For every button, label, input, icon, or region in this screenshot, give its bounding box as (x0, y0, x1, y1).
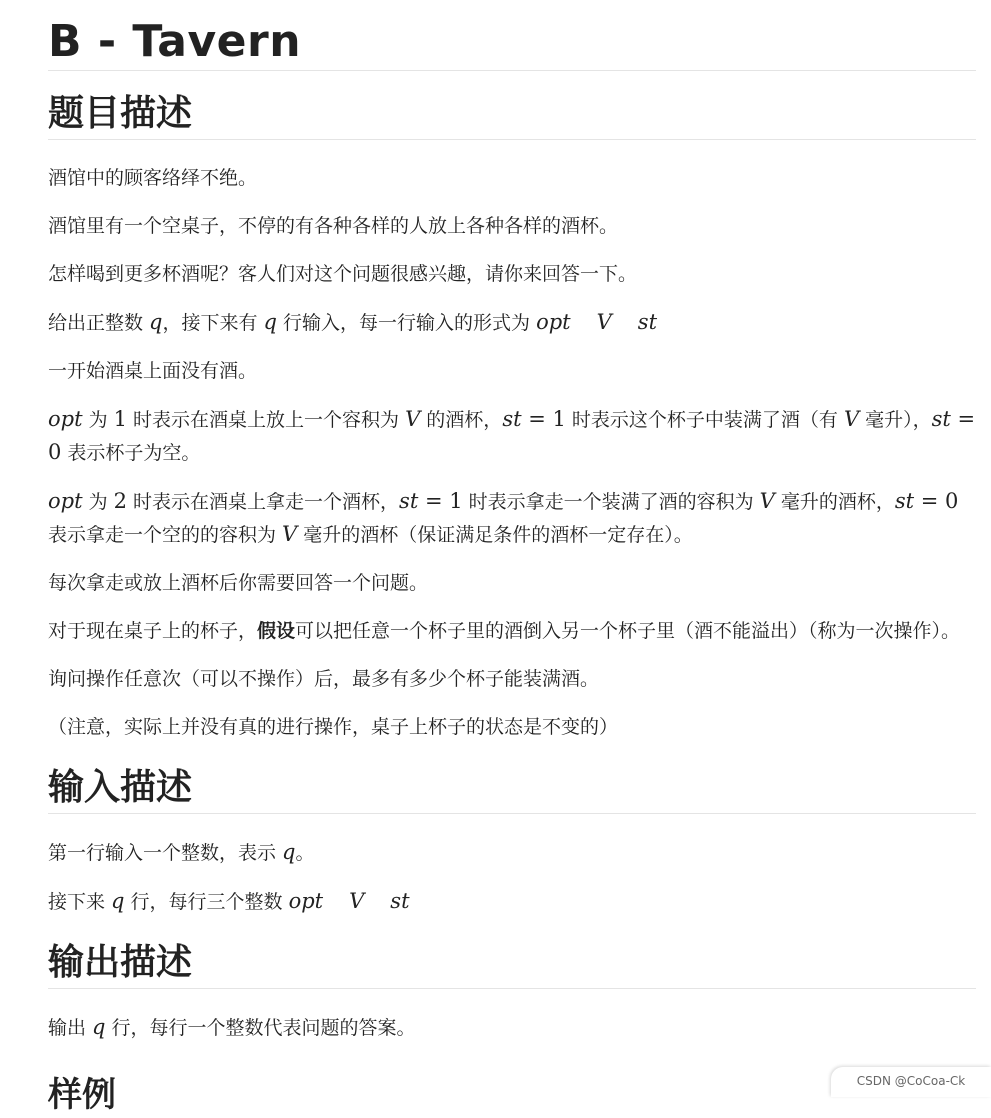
description-paragraph (48, 485, 976, 551)
math-equation: = 1 (521, 407, 566, 431)
output-body (48, 1011, 976, 1044)
csdn-watermark: CSDN @CoCoa-Ck (831, 1067, 991, 1097)
math-equation: = 1 (418, 489, 463, 513)
emphasis: 假设 (257, 620, 296, 642)
text: 毫升的酒杯， (774, 491, 895, 513)
description-paragraph: 一开始酒桌上面没有酒。 (48, 360, 258, 382)
problem-page (48, 0, 976, 1044)
text: 行，每行三个整数 (124, 891, 289, 913)
math-st: st (931, 407, 951, 431)
text: 可以把任意一个杯子里的酒倒入另一个杯子里（酒不能溢出）（称为一次操作）。 (295, 620, 961, 642)
math-st: st (502, 407, 522, 431)
text: ，接下来有 (162, 312, 264, 334)
math-st: st (894, 489, 915, 513)
math-q: q (263, 310, 277, 334)
text: 行输入，每一行输入的形式为 (277, 312, 537, 334)
math-v: V (759, 489, 775, 513)
input-body (48, 836, 976, 918)
math-q: q (282, 840, 296, 864)
description-paragraph: 怎样喝到更多杯酒呢？客人们对这个问题很感兴趣，请你来回答一下。 (48, 263, 638, 285)
text: 。 (295, 842, 315, 864)
description-heading: 题目描述 (48, 91, 976, 140)
input-paragraph (48, 885, 976, 918)
text: 毫升的酒杯（保证满足条件的酒杯一定存在）。 (297, 524, 693, 546)
page-title: B - Tavern (48, 16, 976, 71)
description-paragraph: （注意，实际上并没有真的进行操作，桌子上杯子的状态是不变的） (48, 716, 619, 738)
text: 第一行输入一个整数，表示 (48, 842, 283, 864)
math-v: V (349, 889, 365, 913)
sample-heading: 样例 (48, 1075, 116, 1115)
text: 毫升）， (859, 409, 932, 431)
text: 行，每行一个整数代表问题的答案。 (105, 1017, 416, 1039)
math-v: V (596, 310, 612, 334)
text: 给出正整数 (48, 312, 150, 334)
text: 接下来 (48, 891, 112, 913)
math-q: q (149, 310, 163, 334)
description-paragraph: 询问操作任意次（可以不操作）后，最多有多少个杯子能装满酒。 (48, 668, 600, 690)
math-v: V (282, 522, 298, 546)
description-paragraph (48, 403, 976, 469)
math-opt: opt (536, 310, 571, 334)
math-opt: opt (288, 889, 324, 913)
math-v: V (405, 407, 421, 431)
text: 为 (82, 491, 114, 513)
math-st: st (399, 489, 419, 513)
text: 时表示在酒桌上拿走一个酒杯， (127, 491, 400, 513)
text: 表示杯子为空。 (61, 442, 201, 464)
math-opt: opt (48, 407, 83, 431)
math-st: st (390, 889, 410, 913)
output-heading: 输出描述 (48, 940, 976, 989)
math-number: 1 (113, 407, 127, 431)
math-equation: = 0 (914, 489, 959, 513)
text: 时表示这个杯子中装满了酒（有 (565, 409, 844, 431)
text: 时表示在酒桌上放上一个容积为 (127, 409, 406, 431)
math-q: q (111, 889, 125, 913)
text: 为 (82, 409, 114, 431)
text: 输出 (48, 1017, 93, 1039)
text: 对于现在桌子上的杯子， (48, 620, 258, 642)
math-v: V (843, 407, 860, 431)
description-paragraph: 每次拿走或放上酒杯后你需要回答一个问题。 (48, 572, 429, 594)
description-paragraph: 酒馆中的顾客络绎不绝。 (48, 167, 258, 189)
description-paragraph: 酒馆里有一个空桌子，不停的有各种各样的人放上各种各样的酒杯。 (48, 215, 619, 237)
text: 表示拿走一个空的的容积为 (48, 524, 283, 546)
description-paragraph (48, 306, 976, 339)
math-equation: = 0 (48, 407, 976, 464)
input-paragraph (48, 836, 976, 869)
description-paragraph (48, 615, 976, 647)
input-heading: 输入描述 (48, 765, 976, 814)
output-paragraph (48, 1011, 976, 1044)
math-number: 2 (113, 489, 127, 513)
text: 的酒杯， (420, 409, 503, 431)
description-body (48, 162, 976, 743)
math-st: st (637, 310, 658, 334)
math-q: q (92, 1015, 106, 1039)
text: 时表示拿走一个装满了酒的容积为 (462, 491, 760, 513)
math-opt: opt (48, 489, 83, 513)
